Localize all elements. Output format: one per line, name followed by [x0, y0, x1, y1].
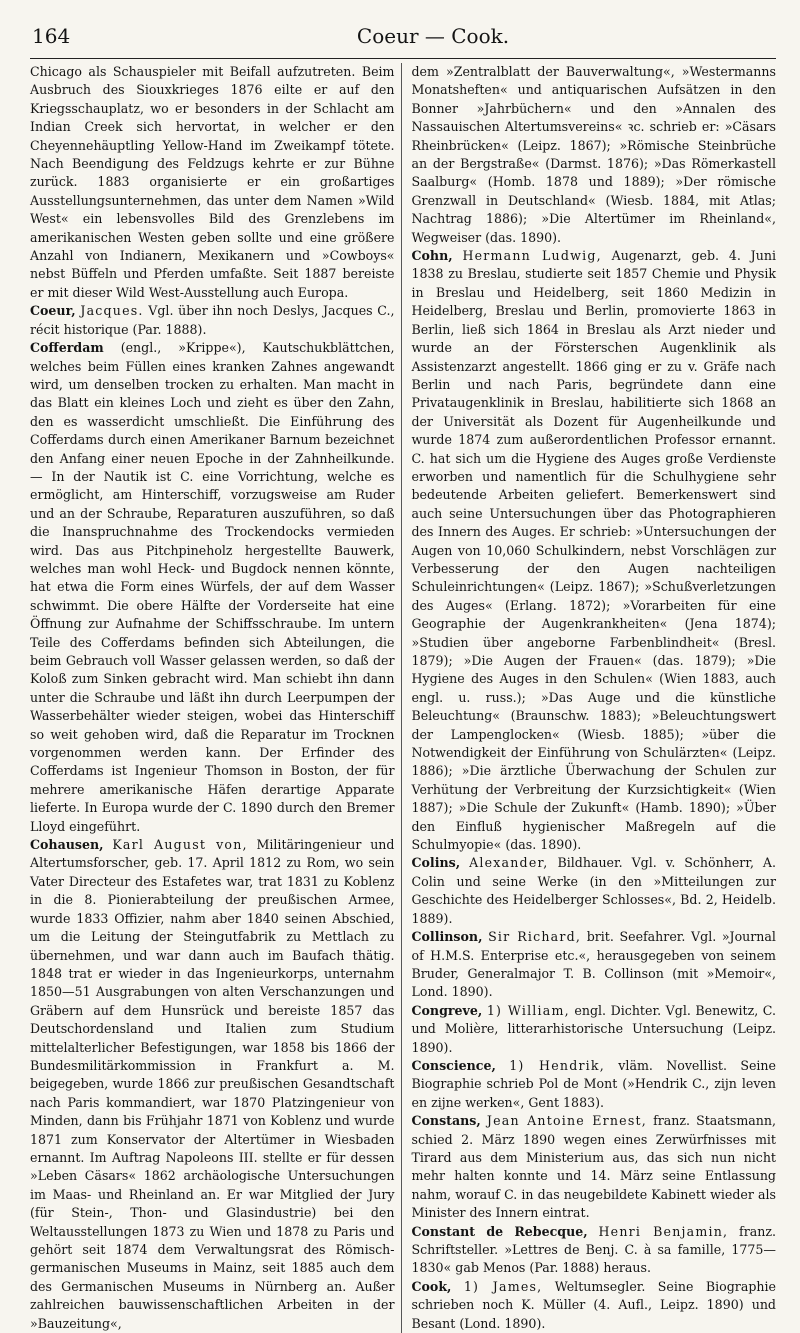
entry-text: (engl., »Krippe«), Kautschukblättchen, welches beim Füllen eines kranken Zahnes angewandt wird, um denselben trocken zu erhalten. Man macht in das Blatt ein kleines Loch und zieht es über den Zahn, den es wasserdicht umschließt. Die Einführung des Cofferdams durch einen Amerikaner Barnum bezeichnet den Anfang einer neuen Epoche in der Zahnheilkunde. — In der Nautik ist C. eine Vorrichtung, welche es ermöglicht, am Hinterschiff, vorzugsweise am Ruder und an der Schraube, Reparaturen auszuführen, so daß die Inanspruchnahme des Trockendocks vermieden wird. Das aus Pitchpineholz hergestellte Bauwerk, welches man wohl Heck- und Bugdock nennen könnte, hat etwa die Form eines Würfels, der auf dem Wasser schwimmt. Die obere Hälfte der Vorderseite hat eine Öffnung zur Aufnahme der Schiffsschraube. Im untern Teile des Cofferdams befinden sich Abteilungen, die beim Gebrauch voll Wasser gelassen werden, so daß der Koloß zum Sinken gebracht wird. Man schiebt ihn dann unter die Schraube und läßt ihn durch Leerpumpen der Wasserbehälter wieder steigen, wobei das Hinterschiff so weit gehoben wird, daß die Reparatur im Trocknen vorgenommen werden kann. Der Erfinder des Cofferdams ist Ingenieur Thomson in Boston, der für mehrere amerikanische Häfen derartige Apparate lieferte. In Europa wurde der C. 1890 durch den Bremer Lloyd eingeführt. [30, 340, 395, 834]
entry-name: 1) William, [486, 1002, 570, 1018]
entry-headword: Constans, [411, 1113, 481, 1129]
entry-constans [412, 1112, 777, 1222]
entry-cook [412, 1278, 777, 1333]
entry-name: 1) James, [463, 1278, 543, 1294]
entry-name: Jean Antoine Ernest, [486, 1113, 647, 1129]
entry-text: Militäringenieur und Altertumsforscher, geb. 17. April 1812 zu Rom, wo sein Vater Directeur des Estafetes war, trat 1831 zu Koblenz in die 8. Pionierabteilung der preußischen Armee, wurde 1833 Offizier, nahm aber 1840 seinen Abschied, um die Leitung der Steingutfabrik zu Mettlach zu übernehmen, und war dann auch im Baufach thätig. 1848 trat er wieder in das Ingenieurkorps, unternahm 1850—51 Ausgrabungen von alten Verschanzungen und Gräbern auf dem Hunsrück und bereiste 1857 das Deutschordensland und Italien zum Studium mittelalterlicher Befestigungen, war 1858 bis 1866 der Bundesmilitärkommission in Frankfurt a. M. beigegeben, wurde 1866 zur preußischen Gesandtschaft nach Paris kommandiert, war 1870 Platzingenieur von Minden, dann bis Frühjahr 1871 von Koblenz und wurde 1871 zum Konservator der Altertümer in Wiesbaden ernannt. Im Auftrag Napoleons III. stellte er für dessen »Leben Cäsars« 1862 archäologische Untersuchungen im Maas- und Rheinland an. Er war Mitglied der Jury (für Stein-, Thon- und Glasindustrie) bei den Weltausstellungen 1873 zu Wien und 1878 zu Paris und gehört seit 1874 dem Verwaltungsrat des Römisch-germanischen Museums in Mainz, seit 1885 auch dem des Germanischen Museums in Nürnberg an. Außer zahlreichen bauwissenschaftlichen Arbeiten in der »Bauzeitung«, [30, 837, 395, 1331]
running-head: Coeur — Cook. [356, 24, 510, 48]
entry-collinson [412, 928, 777, 1002]
entry-name: 1) Hendrik, [509, 1057, 605, 1073]
entry-name: Jacques. [80, 303, 144, 319]
entry-constant [412, 1223, 777, 1278]
page-number: 164 [32, 24, 71, 48]
entry-name: Henri Benjamin, [598, 1223, 729, 1239]
entry-text: Weltumsegler. Seine Biographie schrieben noch K. Müller (4. Aufl., Leipz. 1890) und Besant (Lond. 1890). [411, 1278, 776, 1331]
entry-cofferdam [30, 339, 395, 836]
page-header [30, 16, 776, 59]
entry-text: Bildhauer. Vgl. v. Schönherr, A. Colin und seine Werke (in den »Mitteilungen zur Geschichte des Heidelberger Schlosses«, Bd. 2, Heidelb. 1889). [411, 855, 776, 926]
entry-text: Augenarzt, geb. 4. Juni 1838 zu Breslau, studierte seit 1857 Chemie und Physik in Breslau und Heidelberg, seit 1860 Medizin in Heidelberg, Breslau und Berlin, promovierte 1863 in Berlin, ließ sich 1864 in Breslau als Arzt nieder und wurde an der Försterschen Augenklinik als Assistenzarzt angestellt. 1866 ging er zu v. Gräfe nach Berlin und nach Paris, begründete dann eine Privataugenklinik in Breslau, habilitierte sich 1868 an der Universität als Dozent für Augenheilkunde und wurde 1874 zum außerordentlichen Professor ernannt. C. hat sich um die Hygiene des Auges große Verdienste erworben und namentlich für die Schulhygiene sehr bedeutende Arbeiten geliefert. Bemerkenswert sind auch seine Untersuchungen über das Photographieren des Innern des Auges. Er schrieb: »Untersuchungen der Augen von 10,060 Schulkindern, nebst Vorschlägen zur Verbesserung der den Augen nachteiligen Schuleinrichtungen« (Leipz. 1867); »Schußverletzungen des Auges« (Erlang. 1872); »Vorarbeiten für eine Geographie der Augenkrankheiten« (Jena 1874); »Studien über angeborne Farbenblindheit« (Bresl. 1879); »Die Augen der Frauen« (das. 1879); »Die Hygiene des Auges in den Schulen« (Wien 1883, auch engl. u. russ.); »Das Auge und die künstliche Beleuchtung« (Braunschw. 1883); »Beleuchtungswert der Lampenglocken« (Wiesb. 1885); »über die Notwendigkeit der Einführung von Schulärzten« (Leipz. 1886); »Die ärztliche Überwachung der Schulen zur Verhütung der Verbreitung der Kurzsichtigkeit« (Wien 1887); »Die Schule der Zukunft« (Hamb. 1890); »Über den Einfluß hygienischer Maßregeln auf die Schulmyopie« (das. 1890). [411, 248, 776, 853]
entry-headword: Cohn, [411, 248, 453, 264]
entry-cohn [412, 247, 777, 854]
entry-text: vläm. Novellist. Seine Biographie schrieb Pol de Mont (»Hendrik C., zijn leven en zijne werken«, Gent 1883). [411, 1057, 777, 1110]
entry-text: franz. Schriftsteller. »Lettres de Benj. C. à sa famille, 1775—1830« gab Menos (Par. 1888) heraus. [411, 1223, 776, 1276]
entry-cohausen [30, 836, 395, 1333]
left-column [30, 63, 402, 1333]
entry-headword: Coeur, [30, 303, 76, 319]
entry-headword: Cohausen, [30, 837, 104, 853]
entry-text: brit. Seefahrer. Vgl. »Journal of H.M.S. Enterprise etc.«, herausgegeben von seinem Bruder, Generalmajor T. B. Collinson (mit »Memoir«, Lond. 1890). [411, 929, 776, 1000]
entry-name: Alexander, [469, 855, 549, 871]
entry-headword: Congreve, [411, 1002, 483, 1018]
entry-name: Hermann Ludwig, [462, 248, 602, 264]
entry-conscience [412, 1057, 777, 1112]
entry-headword: Conscience, [411, 1057, 496, 1073]
entry-headword: Colins, [411, 855, 461, 871]
entry-cody-cont [30, 63, 395, 302]
entry-text: Chicago als Schauspieler mit Beifall aufzutreten. Beim Ausbruch des Siouxkrieges 1876 eilte er auf den Kriegsschauplatz, wo er besonders in der Schlacht am Indian Creek sich hervortat, in welcher er den Cheyennehäuptling Yellow-Hand im Zweikampf tötete. Nach Beendigung des Feldzugs kehrte er zur Bühne zurück. 1883 organisierte er ein großartiges Ausstellungsunternehmen, das unter dem Namen »Wild West« ein lebensvolles Bild des Grenzlebens im amerikanischen Westen geben sollte und eine größere Anzahl von Indianern, Mexikanern und »Cowboys« nebst Büffeln und Pferden umfaßte. Seit 1887 bereiste er mit dieser Wild West-Ausstellung auch Europa. [30, 64, 395, 300]
entry-cohausen-cont [412, 63, 777, 247]
entry-text: engl. Dichter. Vgl. Benewitz, C. und Molière, litterarhistorische Untersuchung (Leipz. 1890). [411, 1002, 776, 1055]
entry-headword: Constant de Rebecque, [411, 1223, 588, 1239]
entry-headword: Collinson, [411, 929, 483, 945]
entry-congreve [412, 1002, 777, 1057]
entry-headword: Cofferdam [30, 340, 104, 356]
entry-name: Karl August von, [112, 837, 248, 853]
entry-coeur [30, 302, 395, 339]
entry-headword: Cook, [411, 1278, 452, 1294]
entry-text: Vgl. über ihn noch Deslys, Jacques C., récit historique (Par. 1888). [30, 303, 395, 337]
two-column-body [30, 63, 776, 1333]
right-column [410, 63, 777, 1333]
entry-colins [412, 854, 777, 928]
entry-text: dem »Zentralblatt der Bauverwaltung«, »Westermanns Monatsheften« und antiquarischen Aufsätzen in den Bonner »Jahrbüchern« und den »Annalen des Nassauischen Altertumsvereins« ꝛc. schrieb er: »Cäsars Rheinbrücken« (Leipz. 1867); »Römische Steinbrüche an der Bergstraße« (Darmst. 1876); »Das Römerkastell Saalburg« (Homb. 1878 und 1889); »Der römische Grenzwall in Deutschland« (Wiesb. 1884, mit Atlas; Nachtrag 1886); »Die Altertümer im Rheinland«, Wegweiser (das. 1890). [411, 64, 776, 245]
entry-text: franz. Staatsmann, schied 2. März 1890 wegen eines Zerwürfnisses mit Tirard aus dem Ministerium aus, das sich nun nicht mehr halten konnte und 14. März seine Entlassung nahm, worauf C. in das neugebildete Kabinett wieder als Minister des Innern eintrat. [411, 1113, 776, 1221]
entry-name: Sir Richard, [488, 929, 582, 945]
